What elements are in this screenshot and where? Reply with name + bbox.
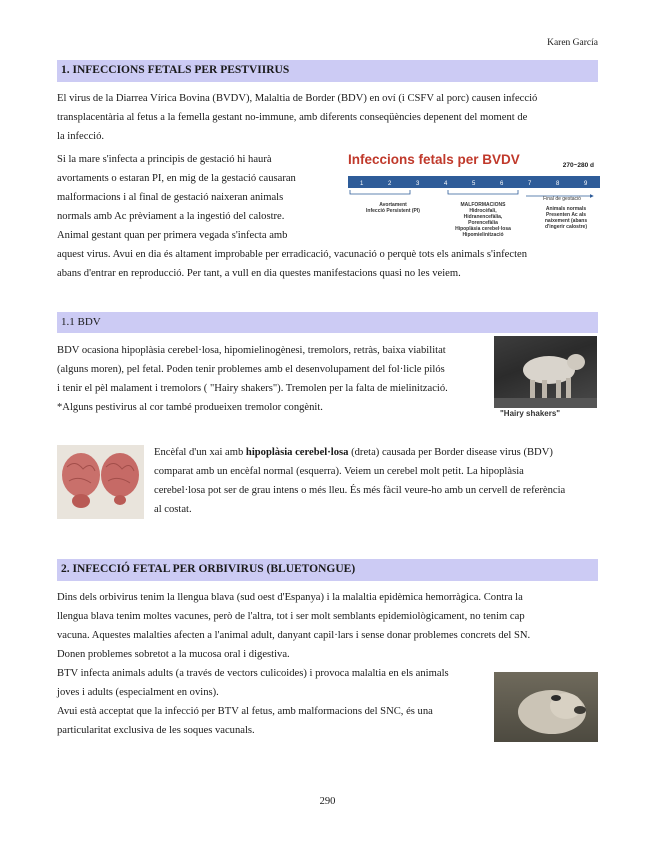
btv-line: Avui està acceptat que la infecció per BTV al fetus, amb malformacions del SNC, és una xyxy=(57,706,433,717)
btv-line: joves i adults (especialment en ovins). xyxy=(57,687,219,698)
page-number: 290 xyxy=(319,796,336,807)
bdv-line: *Alguns pestivirus al cor també produeixen tremolor congènit. xyxy=(57,402,323,413)
end-gestation-label: Final de gestació xyxy=(543,196,581,202)
btv-paragraph xyxy=(57,664,486,740)
hairy-shaker-lamb-photo xyxy=(494,336,597,408)
timeline-number: 9 xyxy=(584,181,588,187)
brain-illustration xyxy=(57,445,144,519)
section-1-left-text xyxy=(57,150,337,245)
bracket-early xyxy=(350,190,410,194)
timeline-number: 4 xyxy=(444,181,448,187)
left-line: Si la mare s'infecta a principis de gestació hi haurà xyxy=(57,154,272,165)
bvdv-timeline-figure xyxy=(348,152,600,244)
timeline-number: 2 xyxy=(388,181,392,187)
timeline-number: 1 xyxy=(360,181,364,187)
early-infection-box: Avortament Infecció Persistent (PI) xyxy=(366,202,420,214)
full-line: aquest virus. Avui en dia és altament improbable per erradicació, vacunació o perquè tots els animals s'infecten xyxy=(57,249,528,260)
brain-line: Encèfal d'un xai amb hipoplàsia cerebel·losa (dreta) causada per Border disease virus (BDV) xyxy=(154,447,553,458)
author-name: Karen García xyxy=(547,38,598,48)
left-line: malformacions i al final de gestació naixeran animals xyxy=(57,192,284,203)
timeline-number: 8 xyxy=(556,181,560,187)
bdv-line: i tenir el pèl malament i tremolors ( "Hairy shakers"). Tremolen per la falta de mielinització. xyxy=(57,383,448,394)
timeline-number: 3 xyxy=(416,181,420,187)
orbivirus-line: vacuna. Aquestes malalties afecten a l'animal adult, danyant capil·lars i sense donar problemes concrets del SN. xyxy=(57,630,531,641)
intro-line: la infecció. xyxy=(57,131,105,142)
lamb-brain-photo xyxy=(57,445,144,519)
section-2-heading xyxy=(57,559,598,581)
malformations-box: MALFORMACIONS Hidrocèfali, Hidranencefàlia, Porencefàlia Hipoplàsia cerebel·losa Hipomielinització xyxy=(455,202,511,238)
section-2-title: 2. INFECCIÓ FETAL PER ORBIVIRUS (BLUETONGUE) xyxy=(61,563,356,575)
orbivirus-line: llengua blava tenim moltes vacunes, però de l'altra, tot i ser molt semblants epidemiològicament, no tenim cap xyxy=(57,611,525,622)
sheep-photo xyxy=(494,672,598,742)
bdv-line: (alguns moren), pel fetal. Poden tenir problemes amb el desenvolupament del fol·licle pilós xyxy=(57,364,445,375)
bdv-paragraph xyxy=(57,341,486,417)
section-1-heading xyxy=(57,60,598,82)
lamb-illustration xyxy=(494,336,597,408)
bvdv-figure-title: Infeccions fetals per BVDV xyxy=(348,152,520,167)
section-1-1-title: 1.1 BDV xyxy=(61,316,101,328)
left-line: Animal gestant quan per primera vegada s'infecta amb xyxy=(57,230,288,241)
brain-line: al costat. xyxy=(154,504,192,515)
brain-line: cerebel·losa pot ser de grau intens o més lleu. És més fàcil veure-ho amb un cervell de referència xyxy=(154,485,566,496)
left-line: normals amb Ac prèviament a la ingestió del calostre. xyxy=(57,211,285,222)
intro-line: transplacentària al fetus a la femella gestant no-immune, amb diferents conseqüències depenent del moment de xyxy=(57,112,528,123)
hairy-shakers-caption: "Hairy shakers" xyxy=(500,409,561,418)
gestation-days-label: 270~280 d xyxy=(562,162,594,169)
orbivirus-line: Dins dels orbivirus tenim la llengua blava (sud oest d'Espanya) i la malaltia epidèmica hemorràgica. Contra la xyxy=(57,592,523,603)
left-line: avortaments o estaran PI, en mig de la gestació causaran xyxy=(57,173,296,184)
brain-line: comparat amb un encèfal normal (esquerra). Veiem un cerebel molt petit. La hipoplàsia xyxy=(154,466,524,477)
sheep-illustration xyxy=(494,672,598,742)
section-1-continuation xyxy=(57,245,598,283)
section-1-1-heading xyxy=(57,312,598,333)
full-line: abans d'entrar en reproducció. Per tant, a vull en dia questes manifestacions quasi no les veiem. xyxy=(57,268,461,279)
section-1-intro xyxy=(57,89,598,146)
timeline-number: 5 xyxy=(472,181,476,187)
btv-line: particularitat exclusiva de les soques vacunals. xyxy=(57,725,255,736)
bracket-mid xyxy=(448,190,518,194)
intro-line: El virus de la Diarrea Vírica Bovina (BVDV), Malaltia de Border (BDV) en oví (i CSFV al porc) causen infecció xyxy=(57,93,538,104)
timeline-number: 7 xyxy=(528,181,532,187)
orbivirus-line: Donen problemes sobretot a la mucosa oral i digestiva. xyxy=(57,649,290,660)
timeline-number: 6 xyxy=(500,181,504,187)
bdv-line: BDV ocasiona hipoplàsia cerebel·losa, hipomielinogènesi, tremolors, retràs, baixa viabilitat xyxy=(57,345,446,356)
orbivirus-paragraph xyxy=(57,588,598,664)
normal-animals-box: Animals normals Presenten Ac als naixement (abans d'ingerir calostre) xyxy=(544,206,588,230)
btv-line: BTV infecta animals adults (a través de vectors culicoides) i provoca malaltia en els animals xyxy=(57,668,449,679)
brain-paragraph xyxy=(154,443,598,519)
section-1-title: 1. INFECCIONS FETALS PER PESTVIIRUS xyxy=(61,64,290,76)
